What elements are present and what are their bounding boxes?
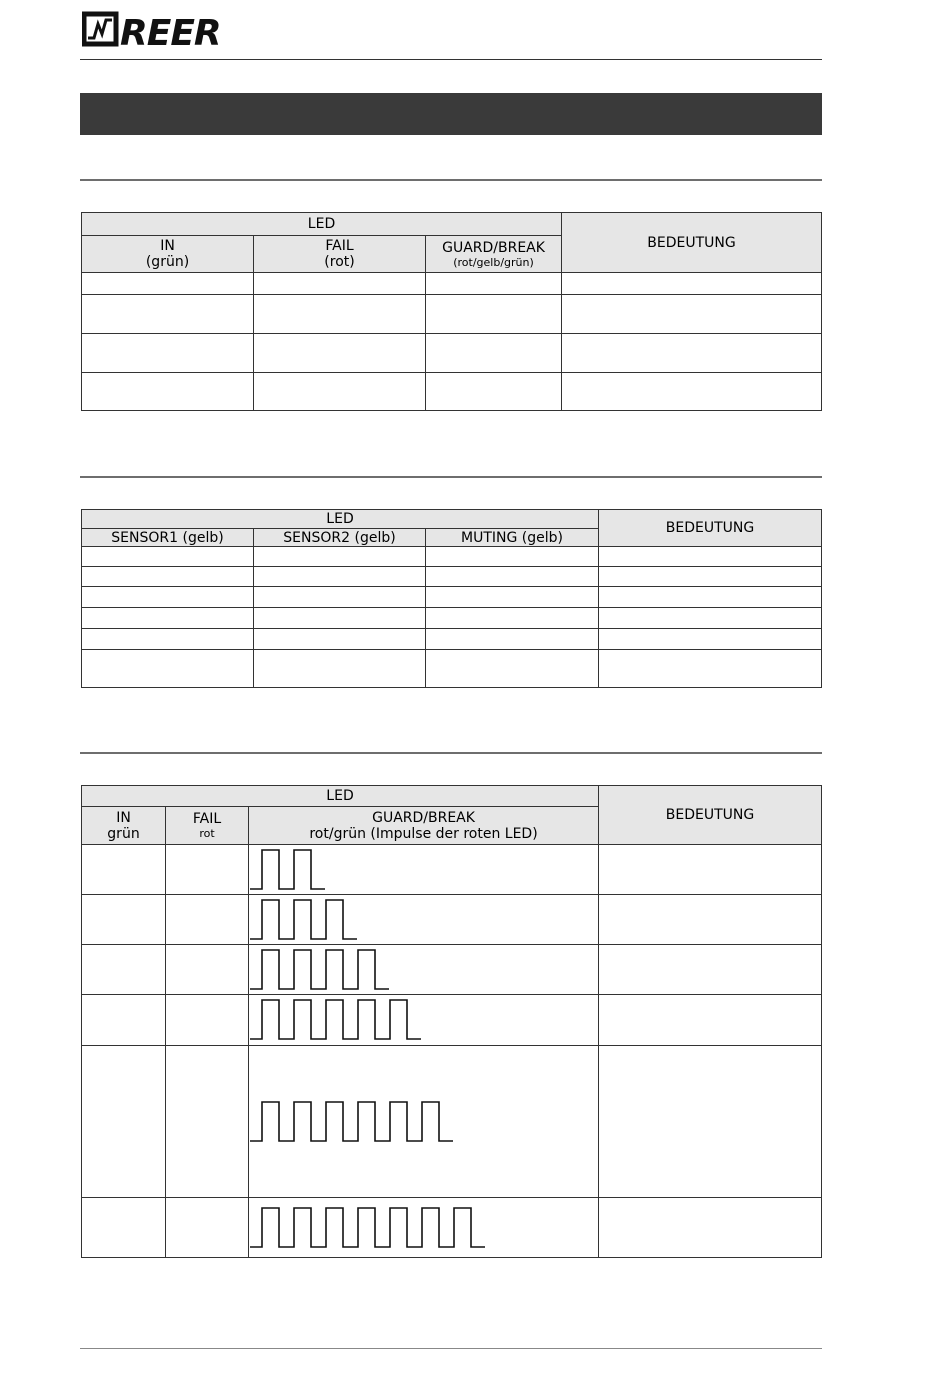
table-row (82, 295, 822, 334)
column-header-sensor1: SENSOR1 (gelb) (82, 529, 254, 547)
pulse-waveform-icon (249, 1206, 488, 1250)
table-row (82, 995, 822, 1046)
table-row (82, 334, 822, 373)
table-row (82, 945, 822, 995)
column-header-in: IN grün (82, 807, 166, 845)
meaning-header: BEDEUTUNG (599, 786, 822, 845)
brand-logo (82, 10, 227, 50)
pulse-cell (249, 1046, 599, 1198)
pulse-signal-line (250, 950, 389, 989)
table-row (82, 567, 822, 587)
meaning-header: BEDEUTUNG (599, 510, 822, 547)
pulse-waveform-icon (249, 1100, 456, 1144)
table-row (82, 273, 822, 295)
led-table-1 (81, 212, 822, 411)
table-row (82, 629, 822, 650)
table-row (82, 373, 822, 411)
chapter-heading-bar (80, 93, 822, 135)
reer-logo-icon (84, 14, 116, 44)
table-row (82, 547, 822, 567)
pulse-cell (249, 945, 599, 995)
column-header-muting: MUTING (gelb) (426, 529, 599, 547)
led-group-header: LED (82, 510, 599, 529)
table-row (82, 608, 822, 629)
pulse-cell (249, 895, 599, 945)
header-divider (80, 59, 822, 60)
pulse-signal-line (250, 850, 325, 889)
section-divider-3 (80, 752, 822, 754)
section-divider-2 (80, 476, 822, 478)
pulse-signal-line (250, 1208, 485, 1247)
pulse-signal-line (250, 1000, 421, 1039)
column-header-fail: FAIL rot (166, 807, 249, 845)
pulse-waveform-icon (249, 898, 360, 942)
table-row (82, 1198, 822, 1258)
section-divider-1 (80, 179, 822, 181)
table-row (82, 1046, 822, 1198)
table-row (82, 587, 822, 608)
table-row (82, 650, 822, 688)
pulse-signal-line (250, 1102, 453, 1141)
meaning-header: BEDEUTUNG (562, 213, 822, 273)
column-header-guard-break: GUARD/BREAK (rot/gelb/grün) (426, 236, 562, 273)
column-header-in: IN (grün) (82, 236, 254, 273)
pulse-waveform-icon (249, 948, 392, 992)
pulse-cell (249, 1198, 599, 1258)
pulse-waveform-icon (249, 848, 328, 892)
pulse-cell (249, 995, 599, 1046)
column-header-sensor2: SENSOR2 (gelb) (254, 529, 426, 547)
column-header-guard-break: GUARD/BREAK rot/grün (Impulse der roten LED) (249, 807, 599, 845)
column-header-fail: FAIL (rot) (254, 236, 426, 273)
led-group-header: LED (82, 786, 599, 807)
table-row (82, 895, 822, 945)
pulse-cell (249, 845, 599, 895)
table-row (82, 845, 822, 895)
led-table-2 (81, 509, 822, 688)
brand-wordmark: REER (120, 13, 221, 50)
footer-divider (80, 1348, 822, 1349)
pulse-signal-line (250, 900, 357, 939)
led-table-3 (81, 785, 822, 1258)
led-group-header: LED (82, 213, 562, 236)
pulse-waveform-icon (249, 998, 424, 1042)
